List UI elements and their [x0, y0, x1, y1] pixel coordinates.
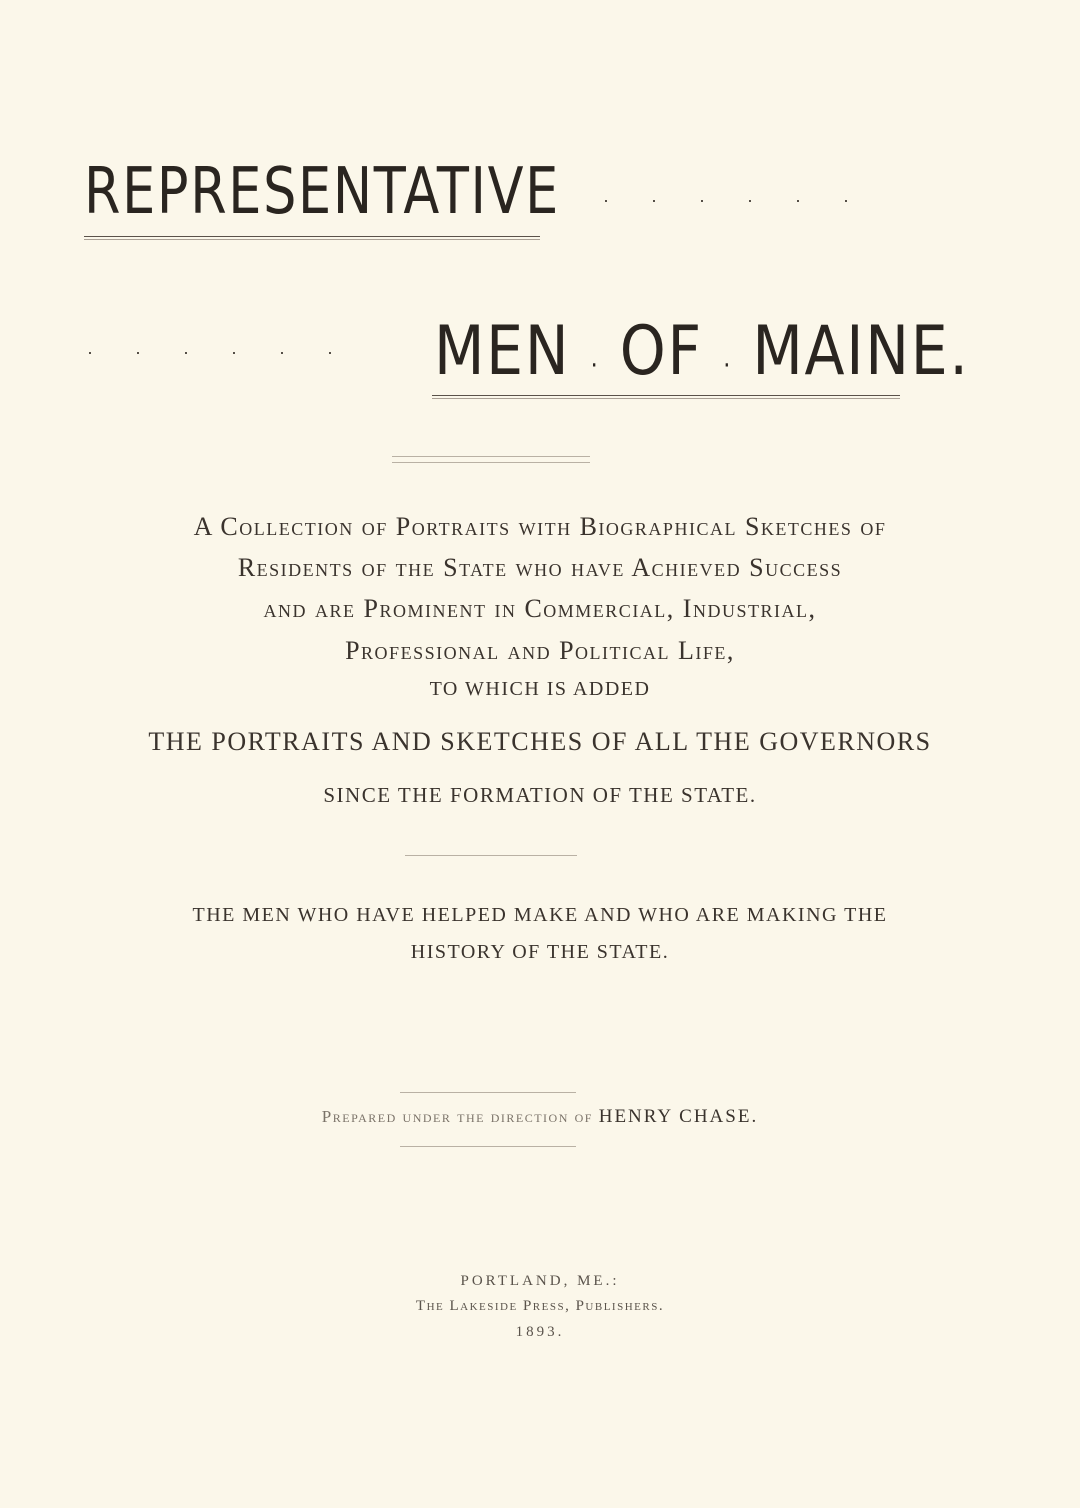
subtitle-line-3: and are Prominent in Commercial, Industrial,: [263, 594, 817, 623]
subtitle-line-2: Residents of the State who have Achieved Success: [237, 553, 843, 582]
ornament-dots-left: · · · · · ·: [87, 342, 333, 362]
subtitle-line-1: A Collection of Portraits with Biographical Sketches of: [193, 512, 887, 541]
divider-rule-4: [400, 1146, 576, 1147]
prepared-by-prefix: Prepared under the direction of: [321, 1107, 593, 1126]
divider-rule-3: [400, 1092, 576, 1093]
prepared-by-line: [0, 1106, 1080, 1128]
title-of: OF: [619, 312, 703, 391]
imprint-publisher: The Lakeside Press, Publishers.: [415, 1298, 665, 1314]
ornament-dots-right: · · · · · ·: [603, 190, 849, 210]
subtitle-line-5: TO WHICH IS ADDED: [429, 678, 651, 700]
title-maine: MAINE.: [752, 312, 970, 391]
editor-name: HENRY CHASE.: [598, 1106, 759, 1127]
title-separator-1: ·: [590, 351, 600, 381]
subtitle-line-7: SINCE THE FORMATION OF THE STATE.: [323, 783, 757, 807]
title-line-1: REPRESENTATIVE: [84, 155, 560, 229]
divider-rule-1: [392, 456, 590, 457]
imprint-city: PORTLAND, ME.:: [460, 1273, 620, 1289]
title-men: MEN: [434, 312, 571, 391]
motto-line-1: THE MEN WHO HAVE HELPED MAKE AND WHO ARE MAKING THE: [192, 904, 888, 926]
motto-line-2: HISTORY OF THE STATE.: [410, 941, 670, 963]
divider-rule-1b: [392, 462, 590, 463]
title-underline-1: [84, 236, 540, 240]
imprint-year: 1893.: [515, 1324, 565, 1340]
title-separator-2: ·: [723, 351, 733, 381]
divider-rule-2: [405, 855, 577, 856]
title-underline-2: [432, 395, 900, 399]
title-line-2: [434, 312, 970, 391]
subtitle-line-6: THE PORTRAITS AND SKETCHES OF ALL THE GOVERNORS: [148, 727, 932, 756]
subtitle-line-4: Professional and Political Life,: [345, 636, 735, 665]
